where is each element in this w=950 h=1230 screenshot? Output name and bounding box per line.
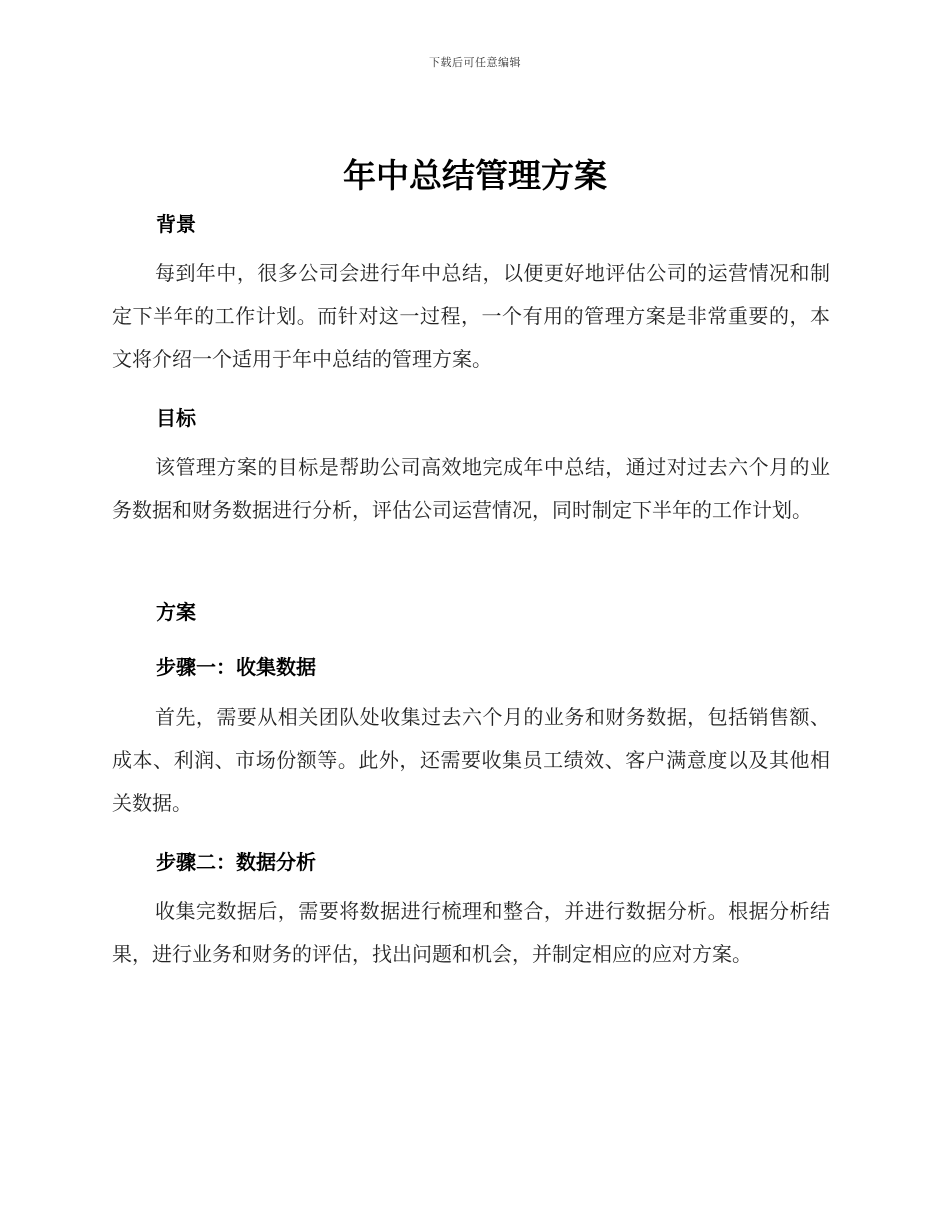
section-paragraph-background: 每到年中，很多公司会进行年中总结，以便更好地评估公司的运营情况和制定下半年的工作计划。而针对这一过程，一个有用的管理方案是非常重要的，本文将介绍一个适用于年中总结的管理方案。	[112, 261, 830, 371]
section-heading-goal: 目标	[156, 406, 196, 430]
header-note: 下载后可任意编辑	[429, 56, 521, 69]
document-title: 年中总结管理方案	[343, 156, 607, 195]
section-heading-step-one: 步骤一：收集数据	[156, 655, 316, 679]
section-heading-step-two: 步骤二：数据分析	[156, 850, 316, 874]
section-paragraph-goal: 该管理方案的目标是帮助公司高效地完成年中总结，通过对过去六个月的业务数据和财务数据进行分析，评估公司运营情况，同时制定下半年的工作计划。	[112, 455, 830, 522]
section-heading-background: 背景	[156, 212, 196, 236]
section-paragraph-step-one: 首先，需要从相关团队处收集过去六个月的业务和财务数据，包括销售额、成本、利润、市场份额等。此外，还需要收集员工绩效、客户满意度以及其他相关数据。	[112, 705, 830, 815]
section-heading-plan: 方案	[156, 600, 196, 624]
section-paragraph-step-two: 收集完数据后，需要将数据进行梳理和整合，并进行数据分析。根据分析结果，进行业务和财务的评估，找出问题和机会，并制定相应的应对方案。	[112, 899, 830, 966]
